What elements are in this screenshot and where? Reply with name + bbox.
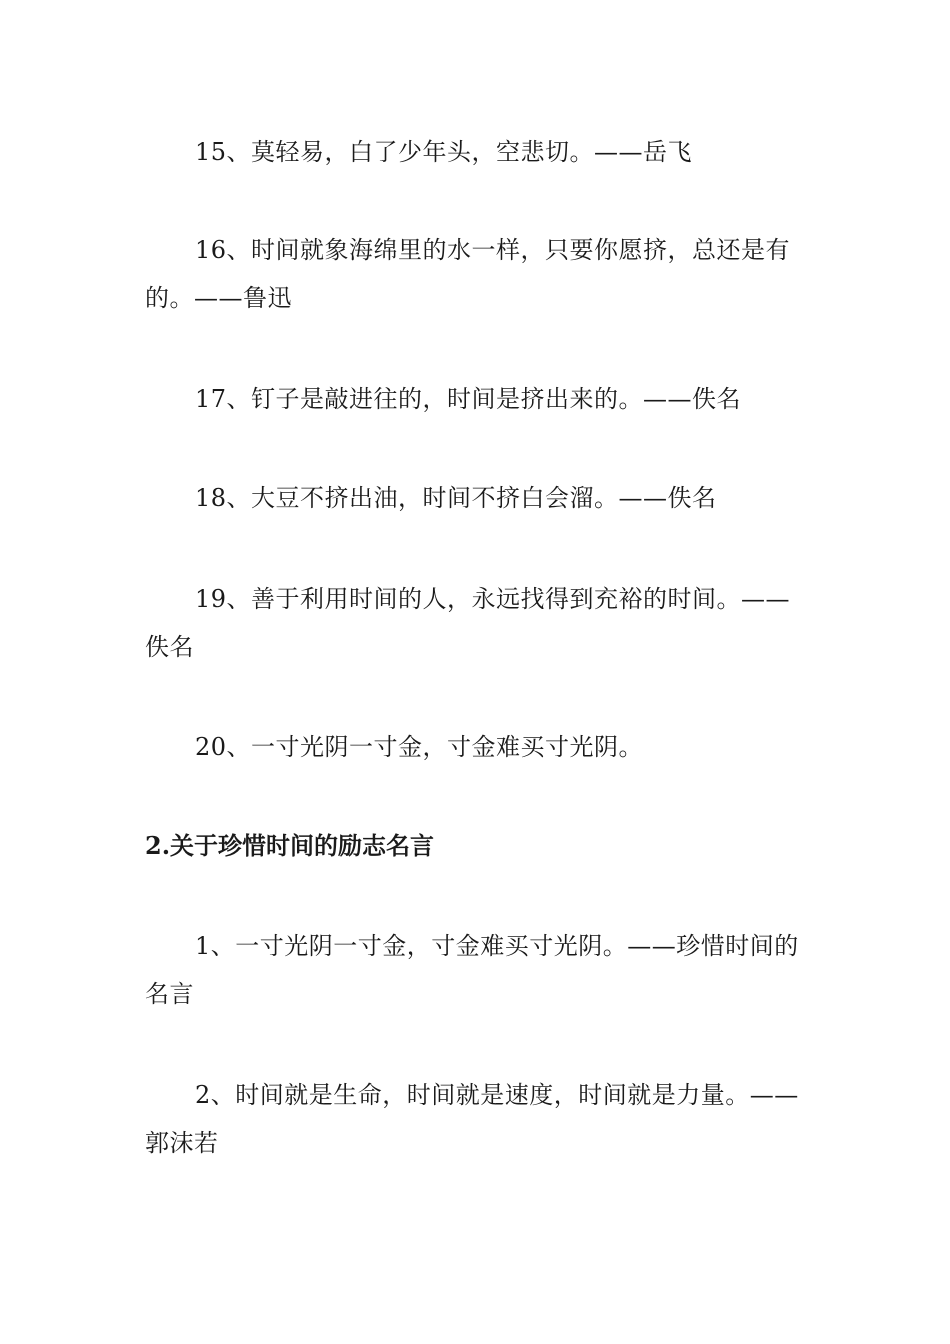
section-heading: 2.关于珍惜时间的励志名言 xyxy=(145,831,435,860)
quote-item-20: 20、一寸光阴一寸金，寸金难买寸光阴。 xyxy=(195,733,644,761)
quote-item-15: 15、莫轻易，白了少年头，空悲切。——岳飞 xyxy=(195,138,693,166)
quote-item-17: 17、钉子是敲进往的，时间是挤出来的。——佚名 xyxy=(195,385,742,413)
quote-item-18: 18、大豆不挤出油，时间不挤白会溜。——佚名 xyxy=(195,484,717,512)
quote-item-1: 1、一寸光阴一寸金，寸金难买寸光阴。——珍惜时间的名言 xyxy=(145,932,799,1008)
quote-item-16: 16、时间就象海绵里的水一样，只要你愿挤，总还是有的。——鲁迅 xyxy=(145,236,791,312)
quote-item-2: 2、时间就是生命，时间就是速度，时间就是力量。——郭沫若 xyxy=(145,1081,799,1157)
quote-item-19: 19、善于利用时间的人，永远找得到充裕的时间。——佚名 xyxy=(145,585,791,661)
